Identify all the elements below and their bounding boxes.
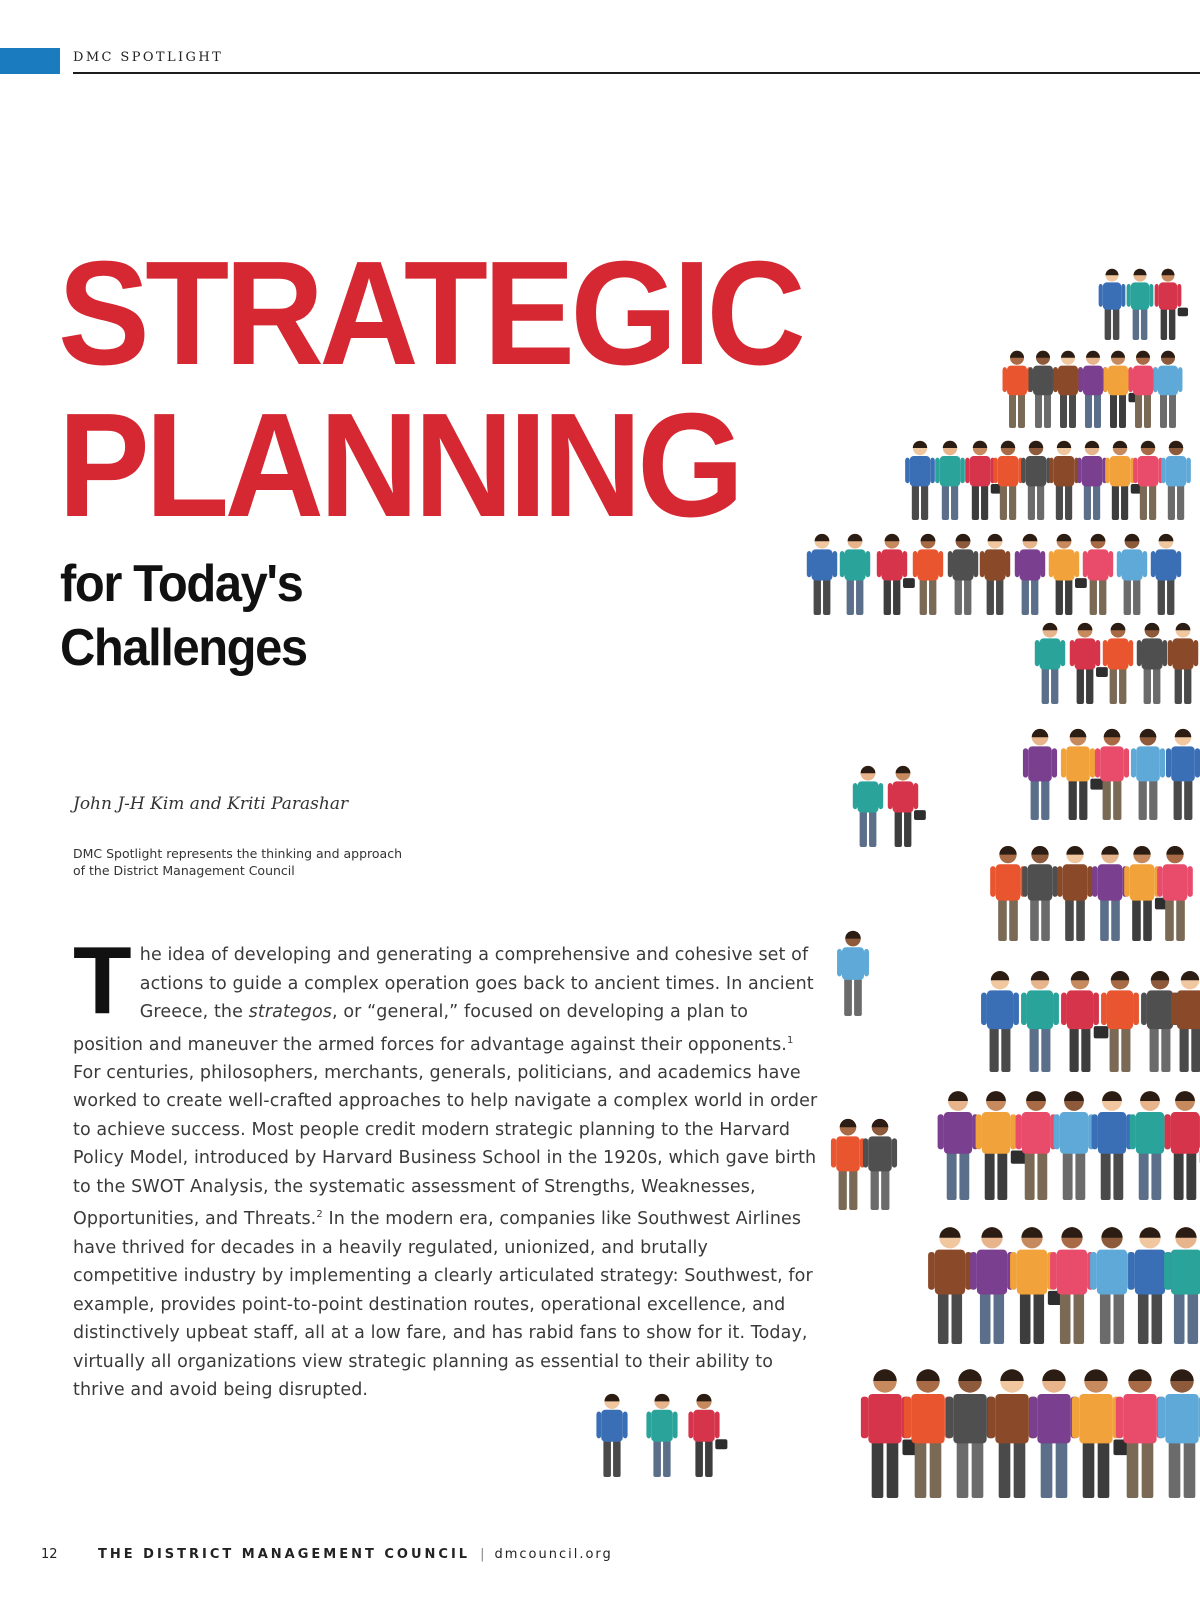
person-figure xyxy=(807,534,837,615)
header-rule xyxy=(73,72,1200,74)
person-figure xyxy=(1128,1227,1172,1344)
person-figure xyxy=(1092,846,1128,941)
subtitle-line-2: Challenges xyxy=(60,619,307,677)
person-figure xyxy=(1099,269,1126,340)
footnote-ref-2[interactable]: 2 xyxy=(316,1209,323,1221)
article-subtitle xyxy=(60,552,307,680)
person-figure xyxy=(877,534,915,615)
person-figure xyxy=(1171,971,1200,1072)
person-figure xyxy=(1016,1091,1057,1200)
person-figure xyxy=(965,441,1002,520)
person-figure xyxy=(1151,534,1181,615)
person-figure xyxy=(1054,1091,1095,1200)
person-figure xyxy=(1166,729,1200,820)
person-figure xyxy=(1054,351,1083,428)
person-figure xyxy=(888,766,926,847)
body-text-2: , or “general,” focused on developing a plan to position and maneuver the armed forces for advantage against their opponents. xyxy=(73,1002,787,1055)
person-figure xyxy=(1157,846,1193,941)
person-figure xyxy=(928,1227,972,1344)
person-figure xyxy=(1035,623,1065,704)
title-line-1: STRATEGIC xyxy=(58,231,802,396)
person-figure xyxy=(1050,1227,1094,1344)
person-figure xyxy=(1061,971,1108,1072)
person-figure xyxy=(1021,971,1059,1072)
person-figure xyxy=(1131,729,1165,820)
person-figure xyxy=(1083,534,1113,615)
person-figure xyxy=(1141,971,1179,1072)
person-figure xyxy=(1070,623,1108,704)
person-figure xyxy=(938,1091,979,1200)
drop-cap: T xyxy=(73,927,132,1034)
section-accent-bar xyxy=(0,48,60,74)
person-figure xyxy=(1164,1227,1200,1344)
person-figure xyxy=(596,1394,627,1477)
person-figure xyxy=(948,534,978,615)
person-figure xyxy=(946,1369,994,1498)
person-figure xyxy=(980,534,1010,615)
person-figure xyxy=(1022,846,1058,941)
person-figure xyxy=(688,1394,727,1477)
person-figure xyxy=(1158,1369,1200,1498)
blurb-line-1: DMC Spotlight represents the thinking and approach xyxy=(73,846,402,861)
person-figure xyxy=(1021,441,1051,520)
person-figure xyxy=(1161,441,1191,520)
footnote-ref-1[interactable]: 1 xyxy=(786,1034,794,1046)
person-figure xyxy=(1154,351,1183,428)
person-figure xyxy=(1129,351,1158,428)
person-figure xyxy=(1155,269,1188,340)
person-figure xyxy=(1105,441,1142,520)
article-title xyxy=(58,231,802,548)
person-figure xyxy=(1103,623,1133,704)
person-figure xyxy=(1023,729,1057,820)
person-figure xyxy=(993,441,1023,520)
person-figure xyxy=(1049,534,1087,615)
person-figure xyxy=(1133,441,1163,520)
body-emphasis: strategos xyxy=(248,1002,333,1022)
page-footer xyxy=(41,1547,613,1562)
person-figure xyxy=(1101,971,1139,1072)
person-figure xyxy=(1116,1369,1164,1498)
person-figure xyxy=(1090,1227,1134,1344)
person-figure xyxy=(988,1369,1036,1498)
person-figure xyxy=(837,931,869,1016)
person-figure xyxy=(970,1227,1014,1344)
person-figure xyxy=(1168,623,1198,704)
person-figure xyxy=(1010,1227,1065,1344)
spotlight-blurb xyxy=(73,845,453,879)
blurb-line-2: of the District Management Council xyxy=(73,863,295,878)
person-figure xyxy=(1057,846,1093,941)
person-figure xyxy=(1079,351,1108,428)
person-figure xyxy=(981,971,1019,1072)
person-figure xyxy=(1117,534,1147,615)
page-number: 12 xyxy=(41,1547,58,1562)
person-figure xyxy=(1049,441,1079,520)
person-figure xyxy=(646,1394,677,1477)
person-figure xyxy=(905,441,935,520)
body-text-1: he idea of developing and generating a comprehensive and cohesive set of actions to guide a complex operation goes back to ancient times. In ancient Greece, the xyxy=(139,945,814,1022)
person-figure xyxy=(1077,441,1107,520)
subtitle-line-1: for Today's xyxy=(60,555,303,613)
article-authors: John J-H Kim and Kriti Parashar xyxy=(73,794,349,814)
person-figure xyxy=(1127,269,1154,340)
person-figure xyxy=(840,534,870,615)
person-figure xyxy=(1124,846,1169,941)
person-figure xyxy=(853,766,883,847)
person-figure xyxy=(831,1119,865,1210)
title-line-2: PLANNING xyxy=(58,383,740,548)
person-figure xyxy=(1072,1369,1132,1498)
person-figure xyxy=(1130,1091,1171,1200)
person-figure xyxy=(1061,729,1104,820)
article-body xyxy=(73,927,818,1405)
person-figure xyxy=(1165,1091,1200,1200)
person-figure xyxy=(1029,351,1058,428)
person-figure xyxy=(1137,623,1167,704)
person-figure xyxy=(990,846,1026,941)
person-figure xyxy=(861,1369,921,1498)
person-figure xyxy=(1095,729,1129,820)
person-figure xyxy=(976,1091,1027,1200)
person-figure xyxy=(904,1369,952,1498)
footer-url-link[interactable]: dmcouncil.org xyxy=(494,1547,613,1562)
footer-org-name: THE DISTRICT MANAGEMENT COUNCIL xyxy=(98,1547,471,1562)
body-text-4: In the modern era, companies like Southwest Airlines have thrived for decades in a heavily regulated, unionized, and brutally competitive industry by implementing a clearly articulated strategy: Southwest, for example, provides point-to-point destination routes, operational excellence, and distinctively upbeat staff, all at a low fare, and has rabid fans to show for it. Today, virtually all organizations view strategic planning as essential to their ability to thrive and avoid being disrupted. xyxy=(73,1209,813,1401)
person-figure xyxy=(1015,534,1045,615)
footer-separator: | xyxy=(480,1547,485,1562)
section-label: DMC SPOTLIGHT xyxy=(73,50,224,65)
body-text-3: For centuries, philosophers, merchants, generals, politicians, and academics have worked to create well-crafted approaches to help navigate a complex world in order to achieve success. Most people credit modern strategic planning to the Harvard Policy Model, introduced by Harvard Business School in the 1920s, which gave birth to the SWOT Analysis, the systematic assessment of Strengths, Weaknesses, Opportunities, and Threats. xyxy=(73,1062,818,1230)
person-figure xyxy=(935,441,965,520)
person-figure xyxy=(1092,1091,1133,1200)
person-figure xyxy=(1104,351,1140,428)
person-figure xyxy=(913,534,943,615)
person-figure xyxy=(863,1119,897,1210)
person-figure xyxy=(1030,1369,1078,1498)
person-figure xyxy=(1003,351,1032,428)
